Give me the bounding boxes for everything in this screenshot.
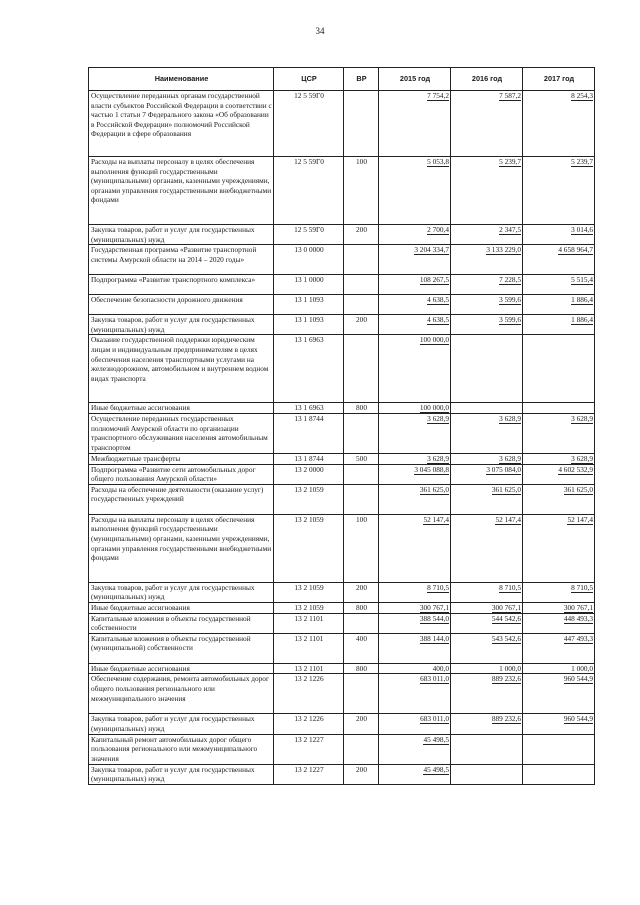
header-csr: ЦСР: [274, 68, 344, 91]
row-vr-cell: [344, 91, 379, 157]
row-2017-cell: [523, 464, 595, 484]
amount-value: 388 144,0: [419, 633, 449, 643]
amount-value: 108 267,5: [419, 275, 449, 285]
table-row: [89, 484, 595, 514]
row-2016-cell: [451, 734, 523, 764]
row-2015-cell: [379, 602, 451, 613]
table-row: [89, 453, 595, 464]
row-name-cell: Расходы на выплаты персоналу в целях обеспечения выполнения функций государственными (муниципальными) органами, казенными учреждениями, органами управления государственными внебюджетными фондами: [89, 157, 274, 225]
row-csr-cell: 12 5 59Г0: [274, 225, 344, 245]
amount-value: 4 638,5: [427, 315, 449, 325]
row-csr-cell: 13 2 1101: [274, 633, 344, 663]
row-2017-cell: [523, 484, 595, 514]
row-2015-cell: [379, 403, 451, 414]
table-row: [89, 714, 595, 734]
table-row: [89, 464, 595, 484]
table-row: [89, 157, 595, 225]
amount-value: 960 544,9: [563, 714, 593, 724]
row-2016-cell: [451, 315, 523, 335]
amount-value: 3 045 088,8: [414, 464, 449, 474]
row-2015-cell: [379, 315, 451, 335]
row-2016-cell: [451, 91, 523, 157]
row-csr-cell: 12 5 59Г0: [274, 91, 344, 157]
row-name-cell: Иные бюджетные ассигнования: [89, 602, 274, 613]
amount-value: 683 011,0: [420, 674, 449, 684]
row-vr-cell: 200: [344, 225, 379, 245]
row-vr-cell: 100: [344, 157, 379, 225]
row-2015-cell: [379, 633, 451, 663]
row-2017-cell: [523, 663, 595, 674]
row-2015-cell: [379, 714, 451, 734]
row-2017-cell: [523, 275, 595, 295]
row-2017-cell: [523, 602, 595, 613]
row-name-cell: Расходы на выплаты персоналу в целях обеспечения выполнения функций государственными (муниципальными) органами, казенными учреждениями, органами управления государственными внебюджетными фондами: [89, 514, 274, 582]
table-row: [89, 295, 595, 315]
row-2016-cell: [451, 403, 523, 414]
row-2017-cell: [523, 157, 595, 225]
row-2015-cell: [379, 464, 451, 484]
amount-value: 5 515,4: [571, 275, 593, 285]
row-vr-cell: [344, 335, 379, 403]
row-csr-cell: 13 2 1101: [274, 613, 344, 633]
amount-value: 448 493,3: [563, 613, 593, 623]
amount-value: 361 625,0: [563, 484, 593, 494]
row-name-cell: Закупка товаров, работ и услуг для государственных (муниципальных) нужд: [89, 582, 274, 602]
row-2015-cell: [379, 225, 451, 245]
header-2017: 2017 год: [523, 68, 595, 91]
table-row: [89, 315, 595, 335]
row-csr-cell: 13 2 1227: [274, 764, 344, 784]
table-body: [89, 91, 595, 785]
row-csr-cell: 13 1 8744: [274, 413, 344, 453]
table-row: [89, 245, 595, 275]
amount-value: 5 239,7: [499, 157, 521, 166]
amount-value: 889 232,6: [491, 674, 521, 684]
amount-value: 3 204 334,7: [414, 245, 449, 255]
row-2016-cell: [451, 663, 523, 674]
row-name-cell: Капитальный ремонт автомобильных дорог общего пользования регионального или межмуниципального значения: [89, 734, 274, 764]
header-vr: ВР: [344, 68, 379, 91]
row-2017-cell: [523, 413, 595, 453]
row-2015-cell: [379, 484, 451, 514]
amount-value: 960 544,9: [563, 674, 593, 684]
row-name-cell: Закупка товаров, работ и услуг для государственных (муниципальных) нужд: [89, 714, 274, 734]
amount-value: 100 000,0: [419, 403, 449, 413]
amount-value: 300 767,1: [563, 602, 593, 612]
row-2016-cell: [451, 275, 523, 295]
row-2017-cell: [523, 613, 595, 633]
row-csr-cell: 13 2 0000: [274, 464, 344, 484]
header-2016: 2016 год: [451, 68, 523, 91]
row-2015-cell: [379, 674, 451, 714]
row-vr-cell: [344, 275, 379, 295]
row-2015-cell: [379, 764, 451, 784]
amount-value: 5 239,7: [571, 157, 593, 166]
row-2015-cell: [379, 157, 451, 225]
table-row: [89, 734, 595, 764]
table-row: [89, 663, 595, 674]
row-2017-cell: [523, 403, 595, 414]
row-csr-cell: 13 0 0000: [274, 245, 344, 275]
amount-value: 4 638,5: [427, 295, 449, 305]
row-name-cell: Осуществление переданных органам государственной власти субъектов Российской Федерации в соответствии с частью 1 статьи 7 Федерального закона «Об образовании в Российской Федерации» полномочий Российской Федерации в сфере образования: [89, 91, 274, 157]
amount-value: 45 498,5: [423, 764, 449, 774]
row-2015-cell: [379, 335, 451, 403]
row-name-cell: Межбюджетные трансферты: [89, 453, 274, 464]
row-2015-cell: [379, 582, 451, 602]
amount-value: 7 228,5: [499, 275, 521, 285]
row-vr-cell: [344, 295, 379, 315]
row-2017-cell: [523, 714, 595, 734]
row-vr-cell: 800: [344, 602, 379, 613]
header-2015: 2015 год: [379, 68, 451, 91]
table-row: [89, 633, 595, 663]
table-row: [89, 91, 595, 157]
row-2016-cell: [451, 245, 523, 275]
row-2015-cell: [379, 295, 451, 315]
amount-value: 3 075 084,0: [486, 464, 521, 474]
row-vr-cell: [344, 464, 379, 484]
row-2015-cell: [379, 413, 451, 453]
row-2016-cell: [451, 514, 523, 582]
row-vr-cell: 200: [344, 582, 379, 602]
row-2016-cell: [451, 633, 523, 663]
amount-value: 8 254,3: [571, 91, 593, 100]
row-csr-cell: 12 5 59Г0: [274, 157, 344, 225]
row-2015-cell: [379, 613, 451, 633]
row-vr-cell: 200: [344, 764, 379, 784]
amount-value: 4 658 964,7: [558, 245, 593, 255]
row-2015-cell: [379, 734, 451, 764]
row-2017-cell: [523, 315, 595, 335]
row-2016-cell: [451, 714, 523, 734]
row-2016-cell: [451, 453, 523, 464]
row-vr-cell: [344, 613, 379, 633]
row-csr-cell: 13 1 0000: [274, 275, 344, 295]
row-name-cell: Капитальные вложения в объекты государственной (муниципальной) собственности: [89, 633, 274, 663]
table-row: [89, 613, 595, 633]
table-row: [89, 582, 595, 602]
amount-value: 3 014,6: [571, 225, 593, 234]
row-csr-cell: 13 2 1101: [274, 663, 344, 674]
row-name-cell: Капитальные вложения в объекты государственной собственности: [89, 613, 274, 633]
amount-value: 400,0: [432, 663, 449, 673]
amount-value: 3 628,9: [499, 413, 521, 423]
row-name-cell: Иные бюджетные ассигнования: [89, 403, 274, 414]
row-csr-cell: 13 1 6963: [274, 335, 344, 403]
row-2016-cell: [451, 295, 523, 315]
table-row: [89, 403, 595, 414]
amount-value: 45 498,5: [423, 734, 449, 744]
amount-value: 2 700,4: [427, 225, 449, 234]
row-2016-cell: [451, 335, 523, 403]
budget-table: [88, 67, 595, 785]
row-csr-cell: 13 1 6963: [274, 403, 344, 414]
row-csr-cell: 13 2 1059: [274, 514, 344, 582]
amount-value: 2 347,5: [499, 225, 521, 234]
row-2017-cell: [523, 674, 595, 714]
amount-value: 8 710,5: [427, 582, 449, 592]
table-header-row: [89, 68, 595, 91]
row-csr-cell: 13 1 8744: [274, 453, 344, 464]
amount-value: 1 000,0: [499, 663, 521, 673]
row-2015-cell: [379, 91, 451, 157]
amount-value: 300 767,1: [419, 602, 449, 612]
amount-value: 52 147,4: [567, 514, 593, 524]
row-2017-cell: [523, 295, 595, 315]
row-vr-cell: 400: [344, 633, 379, 663]
amount-value: 683 011,0: [420, 714, 449, 724]
amount-value: 388 544,0: [419, 613, 449, 623]
amount-value: 3 628,9: [571, 413, 593, 423]
row-2016-cell: [451, 582, 523, 602]
page-number: 34: [315, 26, 325, 36]
amount-value: 300 767,1: [491, 602, 521, 612]
row-2015-cell: [379, 453, 451, 464]
row-2017-cell: [523, 764, 595, 784]
row-name-cell: Оказание государственной поддержки юридическим лицам и индивидуальным предпринимателям в целях обеспечения населения транспортными услугами на железнодорожном, автомобильном и внутреннем водном видах транспорта: [89, 335, 274, 403]
row-csr-cell: 13 2 1059: [274, 484, 344, 514]
amount-value: 544 542,6: [491, 613, 521, 623]
row-name-cell: Иные бюджетные ассигнования: [89, 663, 274, 674]
row-csr-cell: 13 2 1059: [274, 602, 344, 613]
row-csr-cell: 13 2 1059: [274, 582, 344, 602]
row-vr-cell: 200: [344, 315, 379, 335]
row-2016-cell: [451, 764, 523, 784]
row-vr-cell: 500: [344, 453, 379, 464]
amount-value: 5 053,8: [427, 157, 449, 166]
row-csr-cell: 13 2 1226: [274, 714, 344, 734]
amount-value: 7 587,2: [499, 91, 521, 100]
amount-value: 3 628,9: [571, 453, 593, 463]
row-2015-cell: [379, 275, 451, 295]
row-vr-cell: [344, 245, 379, 275]
table-row: [89, 275, 595, 295]
amount-value: 543 542,6: [491, 633, 521, 643]
row-2017-cell: [523, 582, 595, 602]
row-vr-cell: 200: [344, 714, 379, 734]
amount-value: 4 602 532,9: [558, 464, 593, 474]
amount-value: 52 147,4: [423, 514, 449, 524]
row-vr-cell: [344, 674, 379, 714]
amount-value: 447 493,3: [563, 633, 593, 643]
row-csr-cell: 13 2 1227: [274, 734, 344, 764]
row-2016-cell: [451, 484, 523, 514]
amount-value: 1 886,4: [571, 295, 593, 305]
row-2017-cell: [523, 734, 595, 764]
row-vr-cell: 800: [344, 403, 379, 414]
amount-value: 100 000,0: [419, 335, 449, 345]
row-2017-cell: [523, 225, 595, 245]
row-csr-cell: 13 1 1093: [274, 295, 344, 315]
table-row: [89, 335, 595, 403]
table-row: [89, 514, 595, 582]
amount-value: 7 754,2: [427, 91, 449, 100]
amount-value: 3 133 229,0: [486, 245, 521, 255]
row-name-cell: Закупка товаров, работ и услуг для государственных (муниципальных) нужд: [89, 764, 274, 784]
row-csr-cell: 13 2 1226: [274, 674, 344, 714]
table-row: [89, 674, 595, 714]
amount-value: 1 000,0: [571, 663, 593, 673]
row-vr-cell: 100: [344, 514, 379, 582]
row-2017-cell: [523, 633, 595, 663]
row-2017-cell: [523, 335, 595, 403]
amount-value: 3 599,6: [499, 315, 521, 325]
row-name-cell: Закупка товаров, работ и услуг для государственных (муниципальных) нужд: [89, 315, 274, 335]
row-2017-cell: [523, 453, 595, 464]
row-name-cell: Государственная программа «Развитие транспортной системы Амурской области на 2014 – 2020 годы»: [89, 245, 274, 275]
row-name-cell: Обеспечение безопасности дорожного движения: [89, 295, 274, 315]
amount-value: 52 147,4: [495, 514, 521, 524]
row-name-cell: Обеспечение содержания, ремонта автомобильных дорог общего пользования регионального или межмуниципального значения: [89, 674, 274, 714]
row-2017-cell: [523, 514, 595, 582]
row-2016-cell: [451, 674, 523, 714]
amount-value: 3 628,9: [499, 453, 521, 463]
row-2016-cell: [451, 413, 523, 453]
row-2016-cell: [451, 613, 523, 633]
row-name-cell: Закупка товаров, работ и услуг для государственных (муниципальных) нужд: [89, 225, 274, 245]
row-2016-cell: [451, 602, 523, 613]
table-row: [89, 602, 595, 613]
row-vr-cell: [344, 734, 379, 764]
row-2016-cell: [451, 225, 523, 245]
amount-value: 3 628,9: [427, 453, 449, 463]
row-name-cell: Подпрограмма «Развитие транспортного комплекса»: [89, 275, 274, 295]
row-vr-cell: [344, 413, 379, 453]
table-row: [89, 413, 595, 453]
amount-value: 3 628,9: [427, 413, 449, 423]
row-2015-cell: [379, 663, 451, 674]
row-2015-cell: [379, 245, 451, 275]
amount-value: 889 232,6: [491, 714, 521, 724]
amount-value: 361 625,0: [491, 484, 521, 494]
row-2017-cell: [523, 245, 595, 275]
row-vr-cell: 800: [344, 663, 379, 674]
amount-value: 1 886,4: [571, 315, 593, 325]
amount-value: 8 710,5: [499, 582, 521, 592]
header-name: Наименование: [89, 68, 274, 91]
amount-value: 3 599,6: [499, 295, 521, 305]
row-vr-cell: [344, 484, 379, 514]
row-2016-cell: [451, 157, 523, 225]
amount-value: 8 710,5: [571, 582, 593, 592]
row-2017-cell: [523, 91, 595, 157]
table-row: [89, 764, 595, 784]
row-2015-cell: [379, 514, 451, 582]
row-name-cell: Осуществление переданных государственных полномочий Амурской области по организации транспортного обслуживания населения автомобильным транспортом: [89, 413, 274, 453]
row-2016-cell: [451, 464, 523, 484]
row-name-cell: Расходы на обеспечение деятельности (оказание услуг) государственных учреждений: [89, 484, 274, 514]
row-csr-cell: 13 1 1093: [274, 315, 344, 335]
row-name-cell: Подпрограмма «Развитие сети автомобильных дорог общего пользования Амурской области»: [89, 464, 274, 484]
amount-value: 361 625,0: [419, 484, 449, 494]
table-row: [89, 225, 595, 245]
